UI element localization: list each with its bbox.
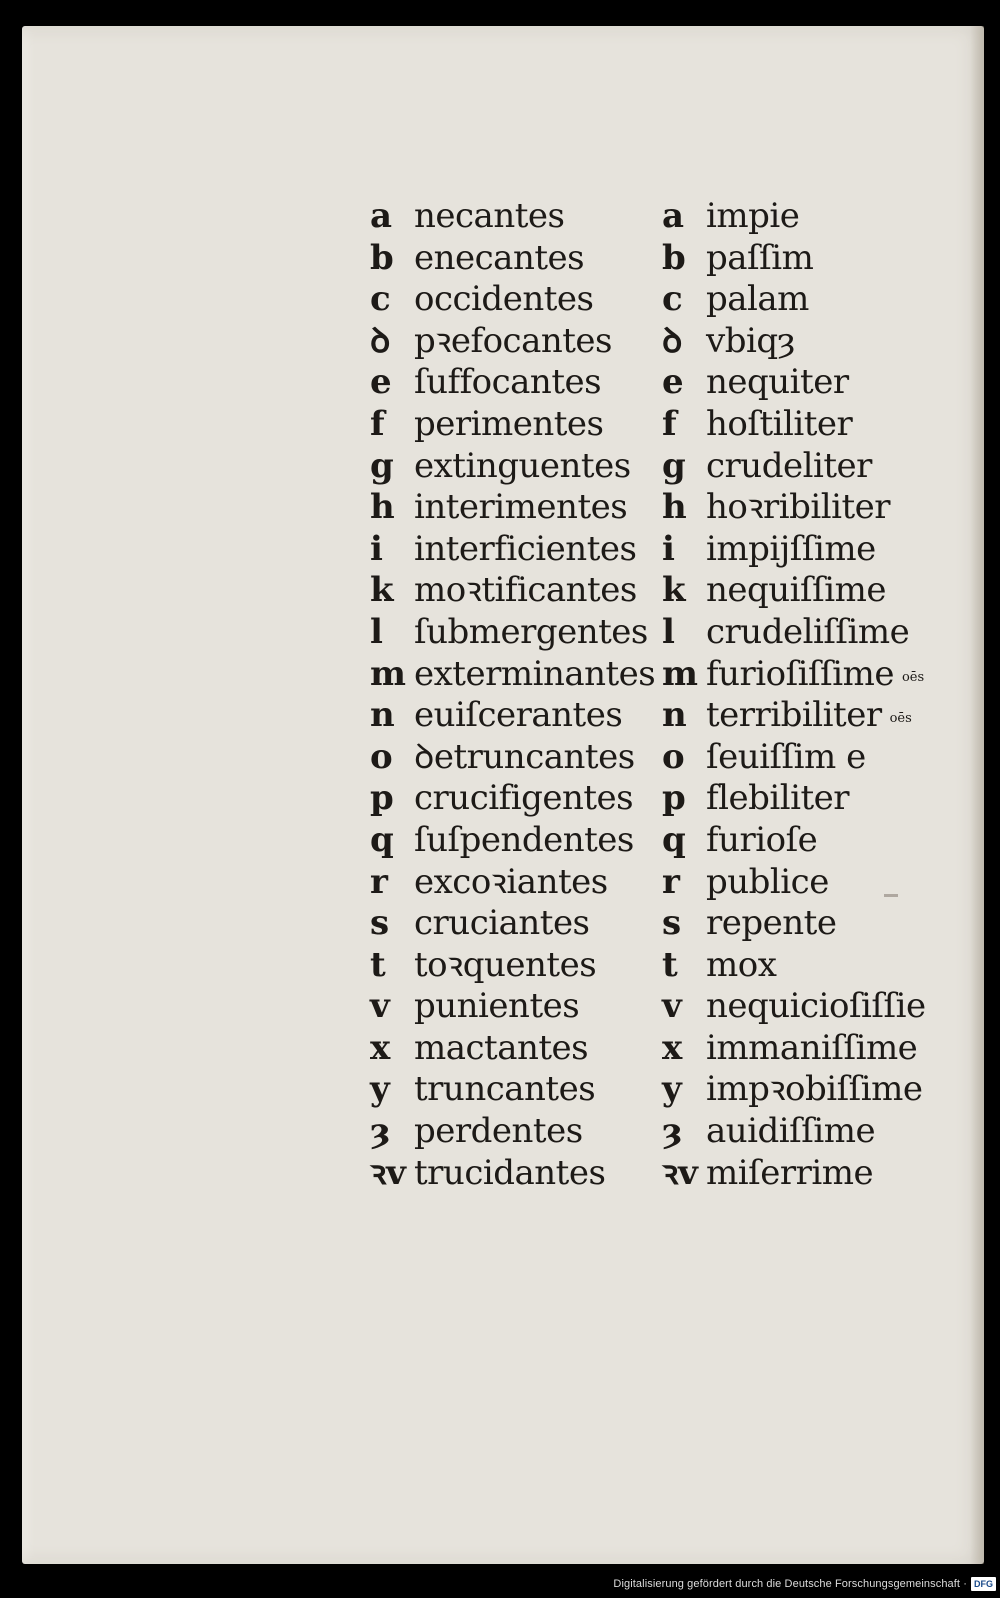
list-item (662, 487, 926, 529)
entry-letter: q (662, 819, 686, 860)
entry-letter: v (662, 986, 682, 1027)
entry-marginal-note: oēs (889, 711, 912, 727)
entry-letter: i (370, 528, 383, 569)
entry-word: publice (706, 861, 829, 902)
entry-letter: m (662, 653, 698, 694)
entry-word: nequicioſiſſie (706, 986, 926, 1027)
entry-word: crudeliſſime (706, 611, 910, 652)
list-item (662, 612, 926, 654)
list-item (370, 1069, 655, 1111)
entry-word: terribiliter (706, 695, 882, 736)
entry-word: punientes (414, 986, 580, 1027)
list-item (370, 446, 655, 488)
entry-letter: ȝ (370, 1111, 391, 1152)
entry-letter: n (370, 695, 395, 736)
list-item (662, 1153, 926, 1195)
entry-letter: y (662, 1069, 682, 1110)
list-item (662, 570, 926, 612)
entry-word: hoꝛribiliter (706, 487, 891, 528)
entry-letter: e (370, 362, 392, 403)
dfg-logo-icon: DFG (971, 1577, 996, 1591)
list-item (662, 1069, 926, 1111)
entry-word: exterminantes (414, 653, 656, 694)
list-item (370, 1153, 655, 1195)
list-item (662, 362, 926, 404)
list-item (370, 196, 655, 238)
list-item (662, 279, 926, 321)
entry-word: immaniſſime (706, 1027, 918, 1068)
list-item (370, 404, 655, 446)
entry-letter: c (662, 279, 683, 320)
list-item (662, 654, 926, 696)
entry-letter: x (370, 1027, 391, 1068)
entry-letter: n (662, 695, 687, 736)
list-item (662, 903, 926, 945)
entry-word: auidiſſime (706, 1111, 876, 1152)
list-item (370, 737, 655, 779)
list-item (370, 612, 655, 654)
list-item (370, 778, 655, 820)
list-item (370, 279, 655, 321)
entry-word: nequiter (706, 362, 849, 403)
entry-letter: h (662, 487, 687, 528)
marginal-dash (884, 894, 898, 897)
list-item (370, 1111, 655, 1153)
entry-word: necantes (414, 196, 565, 236)
list-item (370, 1028, 655, 1070)
entry-word: truncantes (414, 1069, 596, 1110)
list-item (662, 321, 926, 363)
list-item (662, 986, 926, 1028)
entry-word: palam (706, 279, 809, 320)
list-item (370, 820, 655, 862)
list-item (370, 570, 655, 612)
entry-letter: o (662, 736, 685, 777)
list-item (370, 654, 655, 696)
entry-word: interimentes (414, 487, 628, 528)
entry-word: crucifigentes (414, 778, 634, 819)
entry-letter: c (370, 279, 391, 320)
entry-word: ſubmergentes (414, 611, 648, 652)
entry-word: flebiliter (706, 778, 850, 819)
entry-letter: g (370, 445, 394, 486)
entry-word: enecantes (414, 237, 585, 278)
list-item (370, 945, 655, 987)
entry-letter: g (662, 445, 686, 486)
entry-word: impijſſime (706, 528, 876, 569)
right-column (662, 196, 926, 1194)
footer-credit: Digitalisierung gefördert durch die Deutsche Forschungsgemeinschaft · (613, 1578, 967, 1590)
entry-letter: o (370, 736, 393, 777)
entry-word: paſſim (706, 237, 814, 278)
list-item (370, 695, 655, 737)
list-item (370, 986, 655, 1028)
list-item (370, 362, 655, 404)
entry-word: euiſcerantes (414, 695, 623, 736)
entry-letter: r (662, 861, 680, 902)
entry-letter: x (662, 1027, 683, 1068)
entry-word: ſuffocantes (414, 362, 602, 403)
list-item (662, 945, 926, 987)
entry-letter: ȝ (662, 1111, 683, 1152)
entry-letter: i (662, 528, 675, 569)
entry-word: mactantes (414, 1027, 589, 1068)
entry-word: interficientes (414, 528, 637, 569)
entry-letter: a (370, 196, 393, 236)
entry-letter: p (662, 778, 686, 819)
entry-word: mox (706, 944, 777, 985)
digitization-footer (613, 1573, 996, 1595)
entry-letter: l (662, 611, 675, 652)
entry-letter: q (370, 819, 394, 860)
list-item (662, 196, 926, 238)
entry-word: crudeliter (706, 445, 872, 486)
entry-word: furioſiſſime (706, 653, 894, 694)
entry-letter: k (662, 570, 686, 611)
entry-word: extinguentes (414, 445, 631, 486)
entry-letter: ꝛv (662, 1152, 698, 1193)
entry-letter: b (370, 237, 394, 278)
entry-letter: l (370, 611, 383, 652)
list-item (662, 778, 926, 820)
entry-letter: ꝺ (370, 320, 391, 361)
entry-word: impꝛobiſſime (706, 1069, 923, 1110)
entry-word: furioſe (706, 819, 818, 860)
list-item (662, 238, 926, 280)
list-item (662, 737, 926, 779)
list-item (370, 238, 655, 280)
entry-word: excoꝛiantes (414, 861, 608, 902)
entry-word: occidentes (414, 279, 594, 320)
list-item (662, 446, 926, 488)
list-item (662, 695, 926, 737)
left-column (370, 196, 655, 1194)
entry-word: repente (706, 903, 837, 944)
entry-letter: r (370, 861, 388, 902)
list-item (370, 487, 655, 529)
entry-word: pꝛefocantes (414, 320, 612, 361)
list-item (662, 404, 926, 446)
entry-marginal-note: oēs (901, 669, 925, 685)
entry-letter: m (370, 653, 406, 694)
entry-word: ſeuiſſim e (706, 736, 866, 777)
entry-letter: y (370, 1069, 390, 1110)
list-item (370, 903, 655, 945)
entry-letter: t (370, 944, 386, 985)
entry-letter: k (370, 570, 394, 611)
entry-letter: ꝺ (662, 320, 683, 361)
entry-word: trucidantes (414, 1152, 606, 1193)
list-item (662, 529, 926, 571)
entry-letter: h (370, 487, 395, 528)
entry-letter: f (370, 403, 385, 444)
entry-letter: s (662, 903, 682, 944)
entry-word: cruciantes (414, 903, 590, 944)
entry-letter: ꝛv (370, 1152, 406, 1193)
entry-letter: e (662, 362, 684, 403)
entry-letter: p (370, 778, 394, 819)
entry-letter: t (662, 944, 678, 985)
entry-word: impie (706, 196, 800, 236)
list-item (662, 1028, 926, 1070)
book-page (22, 26, 984, 1564)
entry-word: moꝛtificantes (414, 570, 637, 611)
entry-letter: v (370, 986, 390, 1027)
entry-word: perdentes (414, 1111, 583, 1152)
entry-letter: f (662, 403, 677, 444)
list-item (370, 529, 655, 571)
entry-letter: a (662, 196, 685, 236)
list-item (370, 862, 655, 904)
list-item (662, 820, 926, 862)
entry-word: ꝺetruncantes (414, 736, 635, 777)
entry-letter: s (370, 903, 390, 944)
entry-word: hoſtiliter (706, 403, 853, 444)
entry-word: miſerrime (706, 1152, 874, 1193)
entry-word: toꝛquentes (414, 944, 597, 985)
entry-word: vbiqȝ (706, 320, 795, 361)
entry-letter: b (662, 237, 686, 278)
entry-word: perimentes (414, 403, 604, 444)
list-item (662, 1111, 926, 1153)
entry-word: ſuſpendentes (414, 819, 634, 860)
entry-word: nequiſſime (706, 570, 886, 611)
list-item (370, 321, 655, 363)
